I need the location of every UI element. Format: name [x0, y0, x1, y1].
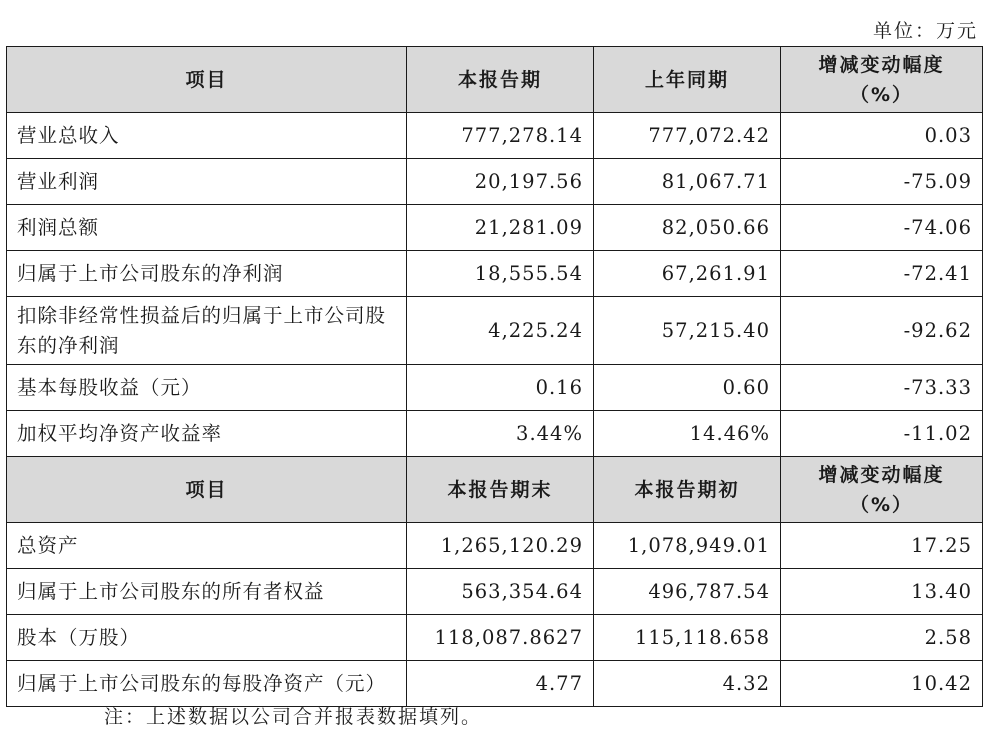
previous-value: 115,118.658 — [594, 615, 781, 661]
previous-value: 496,787.54 — [594, 569, 781, 615]
table-row — [7, 113, 983, 159]
current-value: 21,281.09 — [407, 205, 594, 251]
table-row — [7, 661, 983, 707]
previous-value: 81,067.71 — [594, 159, 781, 205]
table-row — [7, 251, 983, 297]
change-value: 10.42 — [781, 661, 983, 707]
table-row — [7, 365, 983, 411]
footnote: 注：上述数据以公司合并报表数据填列。 — [104, 706, 483, 728]
header-item: 项目 — [7, 47, 407, 113]
current-value: 4,225.24 — [407, 297, 594, 365]
table-header-row — [7, 47, 983, 113]
previous-value: 777,072.42 — [594, 113, 781, 159]
row-label: 归属于上市公司股东的每股净资产（元） — [7, 661, 407, 707]
row-label: 扣除非经常性损益后的归属于上市公司股东的净利润 — [7, 297, 407, 365]
change-value: -74.06 — [781, 205, 983, 251]
current-value: 20,197.56 — [407, 159, 594, 205]
row-label: 归属于上市公司股东的所有者权益 — [7, 569, 407, 615]
header-period-end: 本报告期末 — [407, 457, 594, 523]
table-row — [7, 615, 983, 661]
table-row — [7, 297, 983, 365]
previous-value: 0.60 — [594, 365, 781, 411]
change-value: -11.02 — [781, 411, 983, 457]
row-label: 基本每股收益（元） — [7, 365, 407, 411]
header-change: 增减变动幅度 （%） — [781, 47, 983, 113]
current-value: 1,265,120.29 — [407, 523, 594, 569]
table-row — [7, 569, 983, 615]
previous-value: 1,078,949.01 — [594, 523, 781, 569]
previous-value: 14.46% — [594, 411, 781, 457]
table-row — [7, 523, 983, 569]
row-label: 股本（万股） — [7, 615, 407, 661]
previous-value: 67,261.91 — [594, 251, 781, 297]
unit-label: 单位：万元 — [872, 20, 978, 42]
header-previous-period: 上年同期 — [594, 47, 781, 113]
change-value: 0.03 — [781, 113, 983, 159]
table-header-row — [7, 457, 983, 523]
header-change: 增减变动幅度 （%） — [781, 457, 983, 523]
financial-summary-table — [6, 46, 983, 707]
row-label: 营业利润 — [7, 159, 407, 205]
row-label: 利润总额 — [7, 205, 407, 251]
current-value: 18,555.54 — [407, 251, 594, 297]
change-value: -75.09 — [781, 159, 983, 205]
previous-value: 4.32 — [594, 661, 781, 707]
change-value: 13.40 — [781, 569, 983, 615]
row-label: 归属于上市公司股东的净利润 — [7, 251, 407, 297]
current-value: 4.77 — [407, 661, 594, 707]
table-row — [7, 411, 983, 457]
row-label: 总资产 — [7, 523, 407, 569]
change-value: -72.41 — [781, 251, 983, 297]
table-row — [7, 205, 983, 251]
header-current-period: 本报告期 — [407, 47, 594, 113]
change-value: -92.62 — [781, 297, 983, 365]
current-value: 777,278.14 — [407, 113, 594, 159]
current-value: 563,354.64 — [407, 569, 594, 615]
current-value: 3.44% — [407, 411, 594, 457]
change-value: 17.25 — [781, 523, 983, 569]
change-value: -73.33 — [781, 365, 983, 411]
previous-value: 82,050.66 — [594, 205, 781, 251]
change-value: 2.58 — [781, 615, 983, 661]
row-label: 加权平均净资产收益率 — [7, 411, 407, 457]
previous-value: 57,215.40 — [594, 297, 781, 365]
header-item: 项目 — [7, 457, 407, 523]
current-value: 0.16 — [407, 365, 594, 411]
current-value: 118,087.8627 — [407, 615, 594, 661]
table-row — [7, 159, 983, 205]
header-period-start: 本报告期初 — [594, 457, 781, 523]
row-label: 营业总收入 — [7, 113, 407, 159]
